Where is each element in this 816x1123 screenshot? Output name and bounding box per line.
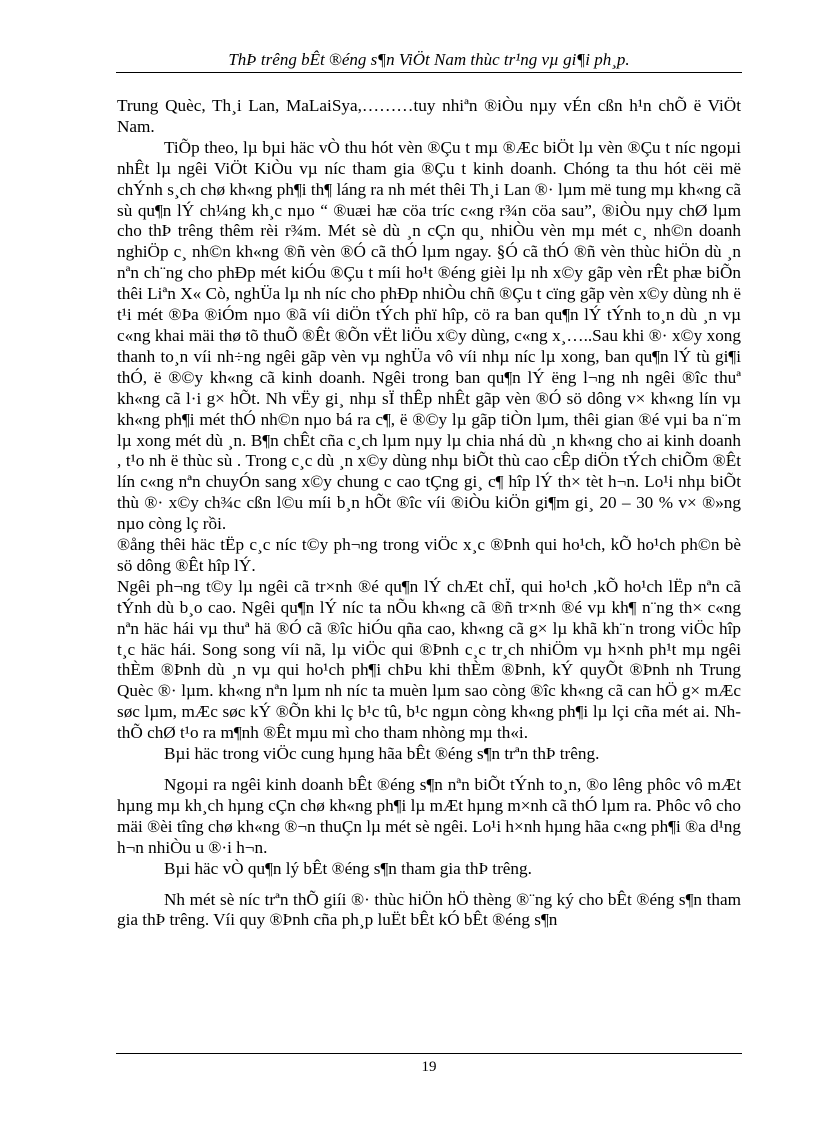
paragraph-2: TiÕp theo, lµ bµi häc vÒ thu hót vèn ®Çu t mµ ®Æc biÖt lµ vèn ®Çu t níc ngoµi nhÊt lµ ngêi ViÖt KiÒu vµ níc tham gia ®Çu t kinh doanh. Chóng ta thu hót cëi më chÝnh s¸ch chø kh«ng ph¶i th¶ láng ra nh mét thêi Th¸i Lan ®· lµm më tung mµ kh«ng cã sù qu¶n lÝ ch¼ng kh¸c nµo “ ®uæi hæ cöa tríc c«ng r¾n cöa sau”, ®iÒu nµy chØ lµm cho thÞ trêng thêm rèi r¾m. Mét sè dù ¸n cÇn qu¸ nhiÒu vèn mµ mét c¸ nh©n doanh nghiÖp c¸ nh©n kh«ng ®ñ vèn ®Ó cã thÓ lµm ngay. §Ó cã thÓ ®ñ vèn thùc hiÖn dù ¸n nªn ch¨ng cho phÐp mét kiÓu ®Çu t míi ho¹t ®éng gièi lµ nh x©y gãp vèn rÊt phæ biÕn thêi Liªn X« Cò, nghÜa lµ nh níc cho phÐp nhiÒu chñ ®Çu t cïng gãp vèn x©y dùng nh ë t¹i mét ®Þa ®iÓm nµo ®ã víi diÖn tÝch phï hîp, cö ra ban qu¶n lÝ tÝnh to¸n dù ¸n vµ c«ng khai mäi thø tõ thuÕ ®Êt ®Õn vËt liÖu x©y dùng, c«ng x¸…..Sau khi ®· x©y xong thanh to¸n víi nh÷ng ngêi gãp vèn vµ nghÜa vô víi nhµ níc lµ xong, ban qu¶n lÝ tù gi¶i thÓ, ë ®©y kh«ng cã kinh doanh. Ngêi trong ban qu¶n lÝ ëng l¬ng nh ngêi ®îc thuª kh«ng cã l·i g× hÕt. Nh vËy gi¸ nhµ sÏ thÊp nhÊt gãp vèn ®Ó sö dông v× kh«ng lín vµ kh«ng ph¶i mét thÓ nh©n nµo bá ra c¶, ë ®©y lµ gãp tiÒn lµm, thêi gian ®é vµi ba n¨m lµ xong mét dù ¸n. B¶n chÊt cña c¸ch lµm nµy lµ chia nhá dù ¸n kh«ng cho ai kinh doanh , t¹o nh ë thùc sù . Trong c¸c dù ¸n x©y dùng nhµ biÕt thù cao cÊp diÖn tÝch chiÕm ®Êt lín c«ng nªn chuyÓn sang x©y chung c cao tÇng gi¸ c¶ hîp lÝ th× tèt h¬n. Lo¹i nhµ biÕt thù ®· x©y ch¾c cßn l©u míi b¸n hÕt ®îc víi ®iÒu kiÖn gi¶m gi¸ 20 – 30 % v× ®»ng nµo còng lç rồi. — [117, 137, 741, 534]
footer-divider — [116, 1053, 742, 1054]
section-heading-management: Bµi häc vÒ qu¶n lý bÊt ®éng s¶n tham gia thÞ trêng. — [164, 858, 532, 878]
page-header-title: ThÞ trêng bÊt ®éng s¶n ViÖt Nam thùc tr¹ng vµ gi¶i ph¸p. — [228, 50, 630, 69]
paragraph-4: Ngêi ph¬ng t©y lµ ngêi cã tr×nh ®é qu¶n lÝ chÆt chÏ, qui ho¹ch ,kÕ ho¹ch lËp nªn cã tÝnh dù b¸o cao. Ngêi qu¶n lÝ níc ta nÕu kh«ng cã ®ñ tr×nh ®é vµ kh¶ n¨ng th× c«ng nªn häc hái vµ thuª hä ®Ó cã ®îc hiÓu qña cao, kh«ng cã g× lµ khã kh¨n trong viÖc hîp t¸c häc hái. Song song víi nã, lµ viÖc qui ®Þnh c¸c tr¸ch nhiÖm vµ h×nh ph¹t mµ ngêi thÈm ®Þnh dù ¸n vµ qui ho¹ch ph¶i chÞu khi thÈm ®Þnh, kÝ quyÕt ®Þnh nh Trung Quèc ®· lµm. kh«ng nªn lµm nh níc ta muèn lµm sao còng ®îc kh«ng cã can hÖ g× mÆc søc lµm, mÆc søc kÝ ®Õn khi lç b¹c tû, b¹c ngµn còng kh«ng ph¶i lµ lçi cña mét ai. Nh thÕ chØ t¹o ra m¶nh ®Êt mµu mì cho tham nhòng mµ th«i. — [117, 576, 741, 743]
document-body — [117, 96, 741, 931]
paragraph-1: Trung Quèc, Th¸i Lan, MaLaiSya,………tuy nhiªn ®iÒu nµy vÉn cßn h¹n chÕ ë ViÖt Nam. — [117, 96, 741, 136]
paragraph-3: ®ång thêi häc tËp c¸c níc t©y ph¬ng trong viÖc x¸c ®Þnh qui ho¹ch, kÕ ho¹ch ph©n bè sö dông ®Êt hîp lÝ. — [117, 535, 741, 575]
section-heading-supply: Bµi häc trong viÖc cung hµng hãa bÊt ®éng s¶n trªn thÞ trêng. — [164, 744, 600, 764]
page-number: 19 — [421, 1059, 437, 1075]
header-divider — [116, 72, 742, 73]
paragraph-6: Nh mét sè níc trªn thÕ giíi ®· thùc hiÖn hÖ thèng ®¨ng ký cho bÊt ®éng s¶n tham gia thÞ trêng. Víi quy ®Þnh cña ph¸p luËt bÊt kÓ bÊt ®éng s¶n — [117, 889, 741, 930]
paragraph-5: Ngoµi ra ngêi kinh doanh bÊt ®éng s¶n nªn biÕt tÝnh to¸n, ®o lêng phôc vô mÆt hµng mµ kh¸ch hµng cÇn chø kh«ng ph¶i lµ mÆt hµng m×nh cã thÓ lµm ra. Phôc vô cho mäi ®èi tîng chø kh«ng ®¬n thuÇn lµ mét sè ngêi. Lo¹i h×nh hµng hãa c«ng ph¶i ®a d¹ng h¬n nhiÒu u ®·i h¬n. — [117, 775, 741, 857]
